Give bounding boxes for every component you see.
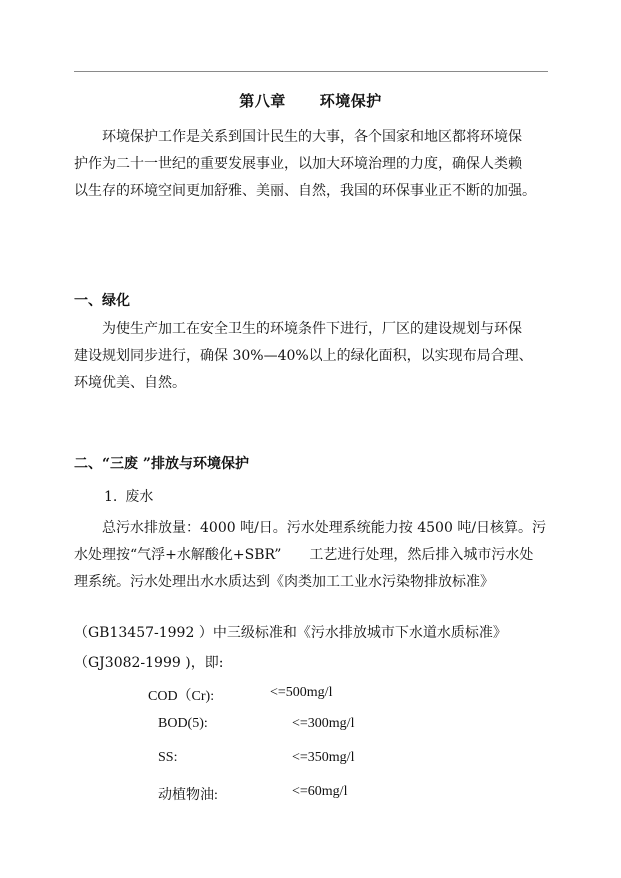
section-heading-emissions: 二、“三废 ”排放与环境保护: [74, 456, 249, 472]
wastewater-line: 水处理按“气浮+水解酸化+SBR” 工艺进行处理，然后排入城市污水处: [74, 547, 534, 563]
wastewater-paragraph: [74, 515, 550, 596]
greening-line: 建设规划同步进行，确保 30%—40%以上的绿化面积，以实现布局合理、: [74, 348, 533, 364]
standard-reference-line: （GB13457-1992 ）中三级标准和《污水排放城市下水道水质标准》: [74, 625, 507, 641]
standard-reference-line: （GJ3082-1999 )，即:: [74, 655, 224, 671]
subsection-label: 废水: [125, 489, 154, 505]
limit-label-oil: 动植物油:: [158, 788, 218, 803]
intro-line: 环境保护工作是关系到国计民生的大事，各个国家和地区都将环境保: [74, 129, 522, 145]
limit-value-oil: <=60mg/l: [292, 784, 348, 799]
chapter-name: 环境保护: [319, 92, 382, 110]
header-rule: [74, 71, 548, 72]
chapter-title: [0, 90, 621, 111]
greening-paragraph: [74, 316, 550, 397]
limit-label-ss: SS:: [158, 750, 178, 765]
greening-line: 为使生产加工在安全卫生的环境条件下进行，厂区的建设规划与环保: [74, 321, 522, 337]
subsection-number: 1.: [104, 489, 118, 505]
limit-value-bod: <=300mg/l: [292, 716, 355, 731]
chapter-number: 第八章: [239, 92, 286, 110]
limit-value-ss: <=350mg/l: [292, 750, 355, 765]
wastewater-line: 理系统。污水处理出水水质达到《肉类加工工业水污染物排放标准》: [74, 574, 494, 590]
limit-value-cod: <=500mg/l: [270, 685, 333, 700]
intro-line: 以生存的环境空间更加舒雅、美丽、自然，我国的环保事业正不断的加强。: [74, 183, 536, 199]
intro-line: 护作为二十一世纪的重要发展事业，以加大环境治理的力度，确保人类赖: [74, 156, 522, 172]
limit-label-cod: COD（Cr):: [148, 689, 215, 704]
section-heading-greening: 一、绿化: [74, 293, 130, 309]
subsection-wastewater: [104, 486, 153, 506]
limit-label-bod: BOD(5):: [158, 716, 208, 731]
intro-paragraph: [74, 124, 550, 205]
wastewater-line: 总污水排放量：4000 吨/日。污水处理系统能力按 4500 吨/日核算。污: [74, 520, 547, 536]
greening-line: 环境优美、自然。: [74, 375, 186, 391]
